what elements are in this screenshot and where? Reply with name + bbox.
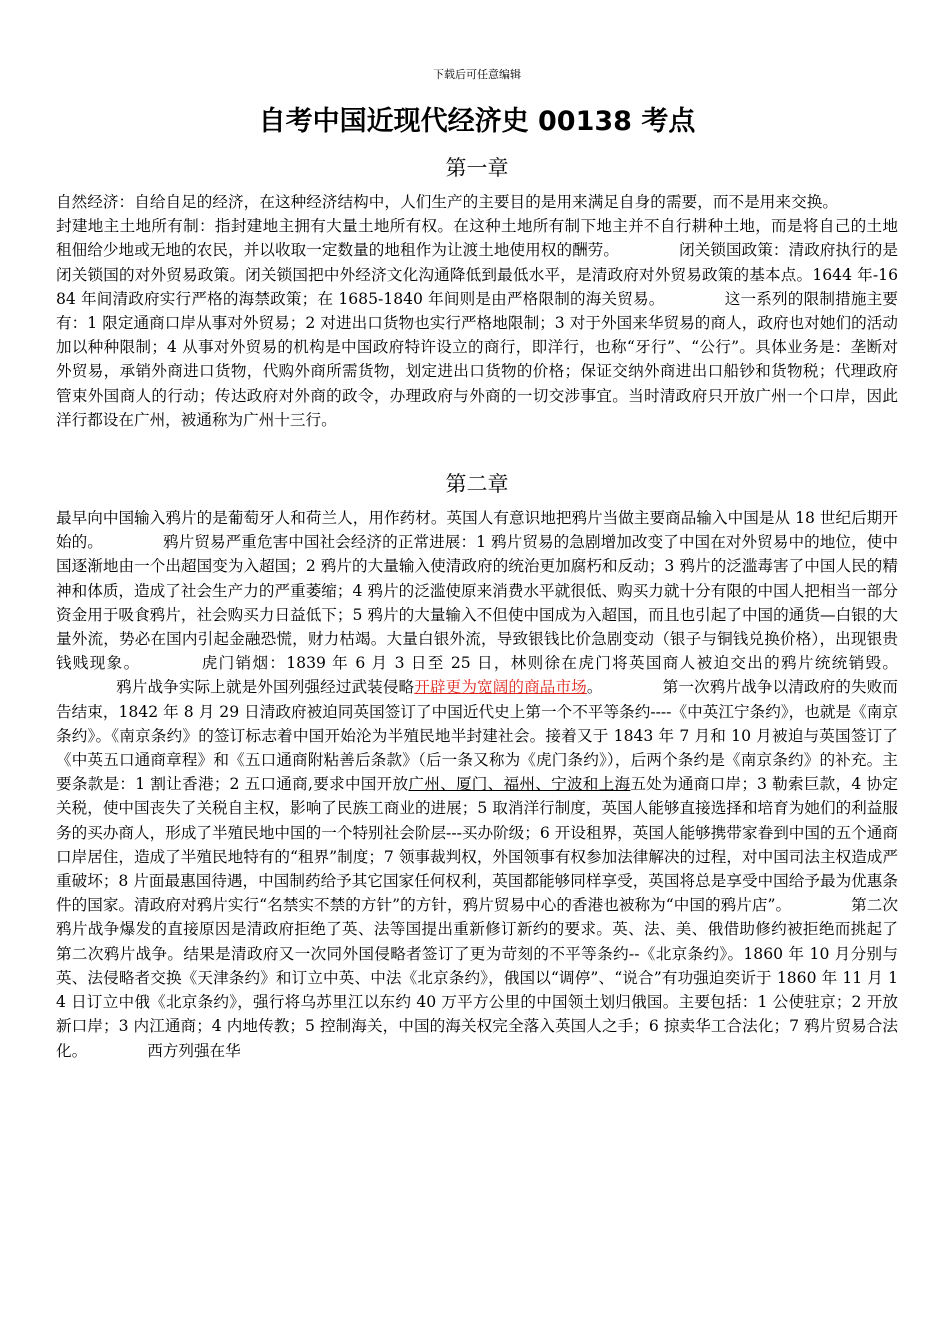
ch1-restriction-measures: 这一系列的限制措施主要有：1 限定通商口岸从事对外贸易；2 对进出口货物也实行严格地限制；3 对于外国来华贸易的商人，政府也对她们的活动加以种种限制；4 从事对外贸易的机构是中国政府特许设立的商行，即洋行，也称“牙行”、“公行”。具体业务是：垄断对外贸易，承销外商进口货物，代购外商所需货物，划定进出口货物的价格；保证交纳外商进出口船钞和货物税；代理政府管束外国商人的行动；传达政府对外商的政令，办理政府与外商的一切交涉事宜。当时清政府只开放广州一个口岸，因此洋行都设在广州，被通称为广州十三行。 — [56, 289, 898, 429]
ch2-opium-harm: 鸦片贸易严重危害中国社会经济的正常进展：1 鸦片贸易的急剧增加改变了中国在对外贸易中的地位，使中国逐渐地由一个出超国变为入超国；2 鸦片的大量输入使清政府的统治更加腐朽和反动；3 鸦片的泛滥毒害了中国人民的精神和体质，造成了社会生产力的严重萎缩；4 鸦片的泛滥使原来消费水平就很低、购买力就十分有限的中国人把相当一部分资金用于吸食鸦片，社会购买力日益低下；5 鸦片的大量输入不但使中国成为入超国，而且也引起了中国的通货—白银的大量外流，势必在国内引起金融恐慌，财力枯竭。大量白银外流，导致银钱比价急剧变动（银子与铜钱兑换价格），出现银贵钱贱现象。 — [56, 533, 898, 673]
ch1-natural-economy: 自然经济：自给自足的经济，在这种经济结构中，人们生产的主要目的是用来满足自身的需要，而不是用来交换。 — [56, 193, 838, 211]
header-note: 下载后可任意编辑 — [433, 68, 521, 81]
ch2-period: 。 — [586, 678, 603, 697]
chapter-2-body — [56, 506, 898, 1063]
ch1-closed-door-policy: 闭关锁国政策：清政府执行的是闭关锁国的对外贸易政策。闭关锁国把中外经济文化沟通降低到最低水平，是清政府对外贸易政策的基本点。1644 年-1684 年间清政府实行严格的海禁政策；在 1685-1840 年间则是由严格限制的海关贸易。 — [56, 241, 898, 308]
ch2-humen-destruction: 虎门销烟：1839 年 6 月 3 日至 25 日，林则徐在虎门将英国商人被迫交出的鸦片统统销毁。 — [200, 654, 898, 673]
ch2-second-opium-war: 第二次鸦片战争爆发的直接原因是清政府拒绝了英、法等国提出重新修订新约的要求。英、法、美、俄借助修约被拒绝而挑起了第二次鸦片战争。结果是清政府又一次同外国侵略者签订了更为苛刻的不平等条约--《北京条约》。1860 年 10 月分别与英、法侵略者交换《天津条约》和订立中英、中法《北京条约》，俄国以“调停”、“说合”有功强迫奕䜣于 1860 年 11 月 14 日订立中俄《北京条约》，强行将乌苏里江以东约 40 万平方公里的中国领土划归俄国。主要包括：1 公使驻京；2 开放新口岸；3 内江通商；4 内地传教；5 控制海关，中国的海关权完全落入英国人之手；6 掠卖华工合法化；7 鸦片贸易合法化。 — [56, 896, 898, 1060]
ch2-opium-origin: 最早向中国输入鸦片的是葡萄牙人和荷兰人，用作药材。英国人有意识地把鸦片当做主要商品输入中国是从 18 世纪后期开始的。 — [56, 509, 898, 552]
chapter-2-title: 第二章 — [445, 472, 509, 497]
chapter-1-body — [56, 190, 898, 432]
ch2-western-powers: 西方列强在华 — [147, 1041, 241, 1060]
highlighted-link[interactable]: 开辟更为宽阔的商品市场 — [414, 678, 587, 697]
chapter-1-title: 第一章 — [445, 156, 509, 180]
ch2-first-opium-war: 第一次鸦片战争以清政府的失败而告结束，1842 年 8 月 29 日清政府被迫同英国签订了中国近代史上第一个不平等条约----《中英江宁条约》，也就是《南京条约》。《南京条约》的签订标志着中国开始沦为半殖民地半封建社会。接着又于 1843 年 7 月和 10 月被迫与英国签订了《中英五口通商章程》和《五口通商附粘善后条款》（后一条又称为《虎门条约》），后两个条约是《南京条约》的补充。主要条款是：1 割让香港；2 五口通商,要求中国开放 — [56, 678, 898, 794]
treaty-ports-underlined: 广州、厦门、福州、宁波和上海 — [408, 775, 631, 794]
document-title: 自考中国近现代经济史 00138 考点 — [258, 106, 696, 137]
ch2-opium-war-nature: 鸦片战争实际上就是外国列强经过武装侵略 — [116, 678, 415, 697]
ch2-treaty-terms: 五处为通商口岸；3 勒索巨款，4 协定关税，使中国丧失了关税自主权，影响了民族工商业的进展；5 取消洋行制度，英国人能够直接选择和培育为她们的利益服务的买办商人，形成了半殖民地中国的一个特别社会阶层---买办阶级；6 开设租界，英国人能够携带家眷到中国的五个通商口岸居住，造成了半殖民地特有的“租界”制度；7 领事裁判权，外国领事有权参加法律解决的过程，对中国司法主权造成严重破坏；8 片面最惠国待遇，中国制药给予其它国家任何权利，英国都能够同样享受，英国将总是享受中国给予最为优惠条件的国家。清政府对鸦片实行“名禁实不禁的方针”的方针，鸦片贸易中心的香港也被称为“中国的鸦片店”。 — [56, 775, 898, 915]
ch1-landlord-system: 封建地主土地所有制：指封建地主拥有大量土地所有权。在这种土地所有制下地主并不自行耕种土地，而是将自己的土地租佃给少地或无地的农民，并以收取一定数量的地租作为让渡土地使用权的酬劳。 — [56, 217, 898, 260]
